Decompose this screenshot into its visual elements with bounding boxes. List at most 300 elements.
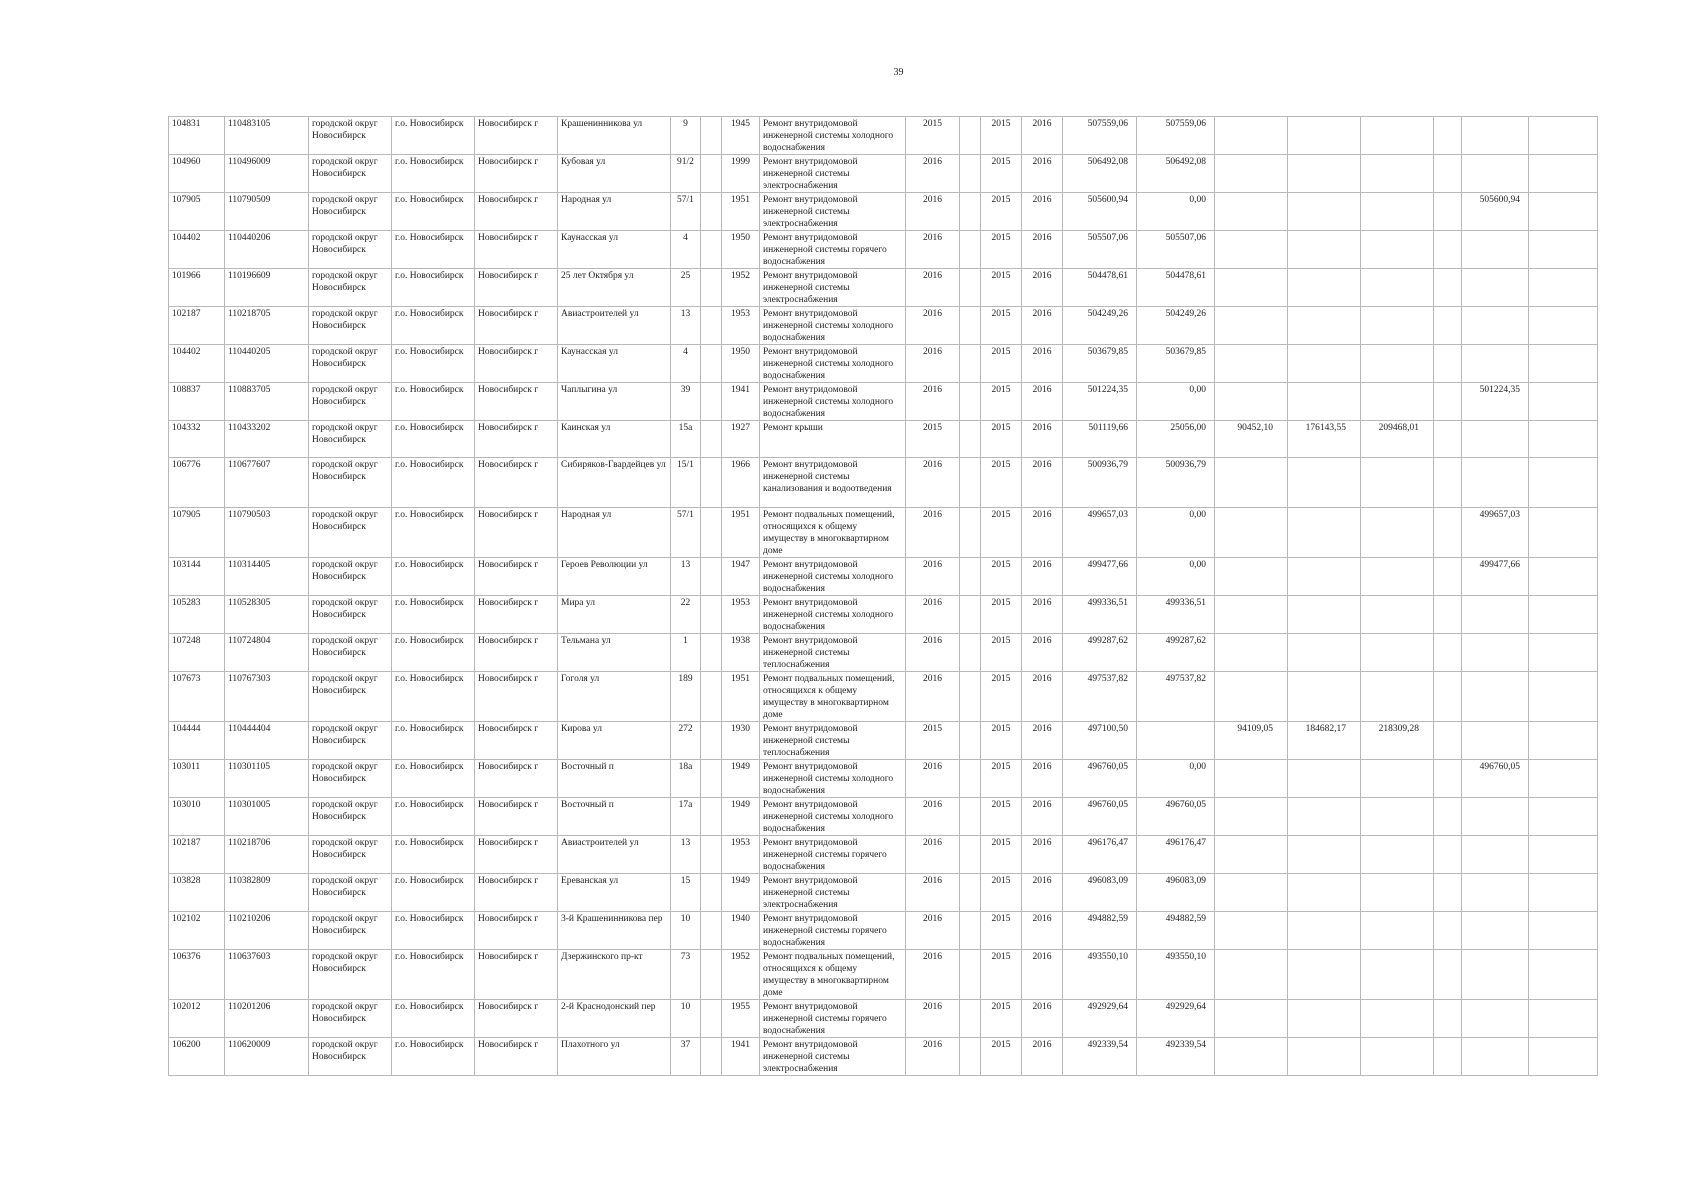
cell-municipal-district: городской округ Новосибирск	[309, 596, 392, 634]
cell-house-number: 37	[671, 1038, 701, 1076]
cell-id: 106376	[169, 950, 225, 1000]
cell-empty-a	[701, 558, 722, 596]
cell-work-type: Ремонт внутридомовой инженерной системы горячего водоснабжения	[760, 836, 906, 874]
cell-municipality: г.о. Новосибирск	[392, 1038, 475, 1076]
cell-locality: Новосибирск г	[475, 558, 558, 596]
cell-street: Крашенинникова ул	[558, 117, 671, 155]
cell-street: Народная ул	[558, 193, 671, 231]
cell-build-year: 1950	[722, 345, 760, 383]
cell-code: 110201206	[225, 1000, 309, 1038]
cell-locality: Новосибирск г	[475, 634, 558, 672]
cell-empty-d	[1529, 231, 1598, 269]
cell-work-type: Ремонт внутридомовой инженерной системы электроснабжения	[760, 269, 906, 307]
cell-municipal-district: городской округ Новосибирск	[309, 558, 392, 596]
cell-cost-budget-3	[1361, 231, 1434, 269]
cell-house-number: 9	[671, 117, 701, 155]
cell-street: Кубовая ул	[558, 155, 671, 193]
cell-empty-c	[1434, 596, 1462, 634]
cell-work-type: Ремонт внутридомовой инженерной системы холодного водоснабжения	[760, 760, 906, 798]
cell-house-number: 10	[671, 1000, 701, 1038]
page-number: 39	[893, 67, 904, 78]
cell-cost-budget-2	[1288, 458, 1361, 508]
cell-code: 110314405	[225, 558, 309, 596]
cell-cost-fund: 493550,10	[1137, 950, 1215, 1000]
cell-cost-owners	[1462, 421, 1529, 458]
cell-house-number: 272	[671, 722, 701, 760]
cell-cost-fund: 0,00	[1137, 760, 1215, 798]
cell-empty-c	[1434, 798, 1462, 836]
cell-plan-year: 2016	[906, 672, 960, 722]
cell-empty-c	[1434, 950, 1462, 1000]
cell-work-type: Ремонт внутридомовой инженерной системы холодного водоснабжения	[760, 798, 906, 836]
cell-empty-c	[1434, 117, 1462, 155]
cell-total-cost: 492929,64	[1063, 1000, 1137, 1038]
cell-build-year: 1938	[722, 634, 760, 672]
cell-build-year: 1999	[722, 155, 760, 193]
cell-empty-a	[701, 672, 722, 722]
cell-municipality: г.о. Новосибирск	[392, 596, 475, 634]
cell-cost-fund	[1137, 722, 1215, 760]
cell-municipality: г.о. Новосибирск	[392, 912, 475, 950]
cell-build-year: 1952	[722, 950, 760, 1000]
cell-build-year: 1951	[722, 193, 760, 231]
cell-cost-budget-3	[1361, 345, 1434, 383]
cell-work-type: Ремонт внутридомовой инженерной системы электроснабжения	[760, 1038, 906, 1076]
cell-total-cost: 499336,51	[1063, 596, 1137, 634]
cell-locality: Новосибирск г	[475, 421, 558, 458]
cell-cost-budget-1	[1215, 874, 1288, 912]
cell-street: Восточный п	[558, 760, 671, 798]
cell-empty-d	[1529, 345, 1598, 383]
cell-cost-owners	[1462, 912, 1529, 950]
cell-start-year: 2015	[981, 383, 1022, 421]
cell-empty-b	[960, 634, 981, 672]
cell-work-type: Ремонт внутридомовой инженерной системы канализования и водоотведения	[760, 458, 906, 508]
cell-build-year: 1941	[722, 383, 760, 421]
cell-empty-d	[1529, 912, 1598, 950]
cell-municipal-district: городской округ Новосибирск	[309, 383, 392, 421]
cell-start-year: 2015	[981, 798, 1022, 836]
cell-municipal-district: городской округ Новосибирск	[309, 634, 392, 672]
cell-plan-year: 2015	[906, 722, 960, 760]
cell-cost-budget-1	[1215, 634, 1288, 672]
cell-cost-budget-3	[1361, 193, 1434, 231]
repair-program-table	[168, 116, 1598, 1076]
cell-plan-year: 2016	[906, 558, 960, 596]
cell-work-type: Ремонт подвальных помещений, относящихся к общему имуществу в многоквартирном доме	[760, 508, 906, 558]
cell-empty-c	[1434, 458, 1462, 508]
cell-cost-fund: 499287,62	[1137, 634, 1215, 672]
cell-cost-fund: 494882,59	[1137, 912, 1215, 950]
cell-cost-owners: 496760,05	[1462, 760, 1529, 798]
cell-plan-year: 2015	[906, 117, 960, 155]
cell-cost-budget-3: 209468,01	[1361, 421, 1434, 458]
cell-empty-a	[701, 421, 722, 458]
cell-locality: Новосибирск г	[475, 345, 558, 383]
cell-empty-b	[960, 950, 981, 1000]
cell-empty-a	[701, 634, 722, 672]
table-row	[169, 836, 1598, 874]
cell-cost-budget-2	[1288, 1000, 1361, 1038]
cell-empty-c	[1434, 231, 1462, 269]
cell-cost-budget-2	[1288, 874, 1361, 912]
cell-work-type: Ремонт внутридомовой инженерной системы холодного водоснабжения	[760, 117, 906, 155]
cell-house-number: 13	[671, 558, 701, 596]
cell-cost-budget-2	[1288, 193, 1361, 231]
cell-start-year: 2015	[981, 836, 1022, 874]
cell-plan-year: 2016	[906, 269, 960, 307]
cell-empty-a	[701, 345, 722, 383]
cell-cost-owners	[1462, 722, 1529, 760]
cell-cost-owners	[1462, 798, 1529, 836]
cell-empty-d	[1529, 558, 1598, 596]
cell-cost-budget-1: 94109,05	[1215, 722, 1288, 760]
cell-start-year: 2015	[981, 269, 1022, 307]
cell-cost-budget-2	[1288, 634, 1361, 672]
cell-cost-budget-2: 184682,17	[1288, 722, 1361, 760]
cell-total-cost: 494882,59	[1063, 912, 1137, 950]
cell-house-number: 57/1	[671, 193, 701, 231]
cell-municipality: г.о. Новосибирск	[392, 836, 475, 874]
table-row	[169, 558, 1598, 596]
cell-empty-c	[1434, 421, 1462, 458]
cell-empty-b	[960, 307, 981, 345]
cell-cost-budget-1	[1215, 269, 1288, 307]
cell-id: 104444	[169, 722, 225, 760]
cell-street: Народная ул	[558, 508, 671, 558]
cell-code: 110724804	[225, 634, 309, 672]
cell-street: Авиастроителей ул	[558, 836, 671, 874]
cell-municipality: г.о. Новосибирск	[392, 155, 475, 193]
cell-cost-owners	[1462, 458, 1529, 508]
cell-id: 105283	[169, 596, 225, 634]
cell-locality: Новосибирск г	[475, 760, 558, 798]
cell-total-cost: 496760,05	[1063, 760, 1137, 798]
cell-start-year: 2015	[981, 1000, 1022, 1038]
cell-total-cost: 499477,66	[1063, 558, 1137, 596]
cell-cost-budget-3	[1361, 383, 1434, 421]
cell-code: 110196609	[225, 269, 309, 307]
cell-build-year: 1949	[722, 760, 760, 798]
cell-cost-fund: 496083,09	[1137, 874, 1215, 912]
cell-code: 110637603	[225, 950, 309, 1000]
cell-municipality: г.о. Новосибирск	[392, 760, 475, 798]
cell-empty-a	[701, 874, 722, 912]
cell-plan-year: 2016	[906, 596, 960, 634]
cell-empty-b	[960, 596, 981, 634]
cell-empty-a	[701, 508, 722, 558]
cell-total-cost: 504249,26	[1063, 307, 1137, 345]
cell-end-year: 2016	[1022, 836, 1063, 874]
cell-municipal-district: городской округ Новосибирск	[309, 798, 392, 836]
cell-house-number: 57/1	[671, 508, 701, 558]
cell-plan-year: 2015	[906, 421, 960, 458]
cell-empty-d	[1529, 508, 1598, 558]
cell-start-year: 2015	[981, 596, 1022, 634]
cell-cost-fund: 496176,47	[1137, 836, 1215, 874]
cell-cost-owners	[1462, 117, 1529, 155]
cell-locality: Новосибирск г	[475, 798, 558, 836]
cell-empty-b	[960, 269, 981, 307]
cell-cost-budget-2	[1288, 508, 1361, 558]
cell-plan-year: 2016	[906, 798, 960, 836]
cell-empty-d	[1529, 421, 1598, 458]
cell-empty-b	[960, 345, 981, 383]
cell-work-type: Ремонт внутридомовой инженерной системы электроснабжения	[760, 193, 906, 231]
cell-locality: Новосибирск г	[475, 912, 558, 950]
cell-id: 106200	[169, 1038, 225, 1076]
table-body	[169, 117, 1598, 1076]
cell-municipality: г.о. Новосибирск	[392, 558, 475, 596]
cell-municipality: г.о. Новосибирск	[392, 950, 475, 1000]
cell-street: Авиастроителей ул	[558, 307, 671, 345]
cell-end-year: 2016	[1022, 722, 1063, 760]
cell-work-type: Ремонт внутридомовой инженерной системы теплоснабжения	[760, 722, 906, 760]
cell-total-cost: 496760,05	[1063, 798, 1137, 836]
table-row	[169, 155, 1598, 193]
cell-cost-owners	[1462, 307, 1529, 345]
cell-code: 110496009	[225, 155, 309, 193]
cell-locality: Новосибирск г	[475, 874, 558, 912]
cell-end-year: 2016	[1022, 269, 1063, 307]
cell-end-year: 2016	[1022, 798, 1063, 836]
cell-cost-budget-2	[1288, 798, 1361, 836]
cell-empty-b	[960, 508, 981, 558]
cell-cost-fund: 492339,54	[1137, 1038, 1215, 1076]
cell-municipality: г.о. Новосибирск	[392, 117, 475, 155]
cell-cost-budget-1	[1215, 193, 1288, 231]
cell-empty-c	[1434, 269, 1462, 307]
cell-municipality: г.о. Новосибирск	[392, 421, 475, 458]
cell-cost-budget-2	[1288, 117, 1361, 155]
cell-empty-a	[701, 1000, 722, 1038]
cell-municipal-district: городской округ Новосибирск	[309, 836, 392, 874]
cell-cost-budget-1	[1215, 798, 1288, 836]
cell-cost-budget-3	[1361, 558, 1434, 596]
cell-municipal-district: городской округ Новосибирск	[309, 874, 392, 912]
table-row	[169, 950, 1598, 1000]
cell-work-type: Ремонт внутридомовой инженерной системы теплоснабжения	[760, 634, 906, 672]
cell-id: 106776	[169, 458, 225, 508]
table-row	[169, 912, 1598, 950]
cell-empty-b	[960, 117, 981, 155]
cell-cost-budget-3	[1361, 1000, 1434, 1038]
cell-total-cost: 497537,82	[1063, 672, 1137, 722]
cell-empty-d	[1529, 596, 1598, 634]
cell-cost-owners	[1462, 1038, 1529, 1076]
cell-code: 110210206	[225, 912, 309, 950]
table-row	[169, 672, 1598, 722]
cell-empty-c	[1434, 1000, 1462, 1038]
cell-start-year: 2015	[981, 634, 1022, 672]
cell-house-number: 22	[671, 596, 701, 634]
cell-empty-d	[1529, 836, 1598, 874]
cell-empty-c	[1434, 634, 1462, 672]
cell-street: Восточный п	[558, 798, 671, 836]
cell-empty-d	[1529, 383, 1598, 421]
cell-end-year: 2016	[1022, 760, 1063, 798]
cell-end-year: 2016	[1022, 421, 1063, 458]
cell-total-cost: 505600,94	[1063, 193, 1137, 231]
cell-locality: Новосибирск г	[475, 596, 558, 634]
cell-cost-budget-3	[1361, 1038, 1434, 1076]
cell-empty-a	[701, 836, 722, 874]
cell-end-year: 2016	[1022, 231, 1063, 269]
cell-street: Ереванская ул	[558, 874, 671, 912]
cell-cost-budget-3	[1361, 155, 1434, 193]
cell-municipality: г.о. Новосибирск	[392, 307, 475, 345]
cell-cost-budget-2	[1288, 596, 1361, 634]
cell-street: 3-й Крашенинникова пер	[558, 912, 671, 950]
cell-build-year: 1951	[722, 508, 760, 558]
cell-cost-budget-1	[1215, 383, 1288, 421]
cell-plan-year: 2016	[906, 836, 960, 874]
cell-total-cost: 499287,62	[1063, 634, 1137, 672]
cell-empty-d	[1529, 307, 1598, 345]
cell-empty-b	[960, 193, 981, 231]
cell-street: Героев Революции ул	[558, 558, 671, 596]
cell-total-cost: 501119,66	[1063, 421, 1137, 458]
table-row	[169, 117, 1598, 155]
cell-total-cost: 500936,79	[1063, 458, 1137, 508]
cell-cost-budget-2	[1288, 345, 1361, 383]
table-row	[169, 193, 1598, 231]
cell-build-year: 1953	[722, 836, 760, 874]
cell-cost-budget-1	[1215, 912, 1288, 950]
cell-empty-a	[701, 950, 722, 1000]
cell-municipality: г.о. Новосибирск	[392, 874, 475, 912]
cell-build-year: 1949	[722, 874, 760, 912]
cell-start-year: 2015	[981, 950, 1022, 1000]
cell-street: Сибиряков-Гвардейцев ул	[558, 458, 671, 508]
cell-municipality: г.о. Новосибирск	[392, 672, 475, 722]
cell-start-year: 2015	[981, 117, 1022, 155]
cell-cost-budget-1	[1215, 345, 1288, 383]
cell-municipal-district: городской округ Новосибирск	[309, 1038, 392, 1076]
cell-locality: Новосибирск г	[475, 383, 558, 421]
cell-total-cost: 496083,09	[1063, 874, 1137, 912]
cell-work-type: Ремонт внутридомовой инженерной системы горячего водоснабжения	[760, 231, 906, 269]
cell-end-year: 2016	[1022, 383, 1063, 421]
table-row	[169, 722, 1598, 760]
cell-code: 110440205	[225, 345, 309, 383]
cell-code: 110620009	[225, 1038, 309, 1076]
cell-cost-budget-1	[1215, 1038, 1288, 1076]
cell-plan-year: 2016	[906, 634, 960, 672]
cell-id: 104402	[169, 345, 225, 383]
cell-cost-owners	[1462, 634, 1529, 672]
cell-cost-budget-3	[1361, 798, 1434, 836]
cell-plan-year: 2016	[906, 307, 960, 345]
cell-work-type: Ремонт внутридомовой инженерной системы холодного водоснабжения	[760, 307, 906, 345]
cell-code: 110528305	[225, 596, 309, 634]
cell-build-year: 1940	[722, 912, 760, 950]
cell-locality: Новосибирск г	[475, 722, 558, 760]
cell-empty-a	[701, 912, 722, 950]
cell-house-number: 91/2	[671, 155, 701, 193]
cell-code: 110382809	[225, 874, 309, 912]
cell-plan-year: 2016	[906, 950, 960, 1000]
cell-start-year: 2015	[981, 155, 1022, 193]
cell-empty-c	[1434, 874, 1462, 912]
cell-empty-c	[1434, 760, 1462, 798]
cell-street: Каунасская ул	[558, 345, 671, 383]
cell-cost-budget-3	[1361, 760, 1434, 798]
cell-locality: Новосибирск г	[475, 1038, 558, 1076]
cell-start-year: 2015	[981, 307, 1022, 345]
cell-cost-budget-3: 218309,28	[1361, 722, 1434, 760]
cell-locality: Новосибирск г	[475, 836, 558, 874]
cell-id: 102102	[169, 912, 225, 950]
table-row	[169, 1000, 1598, 1038]
cell-cost-fund: 492929,64	[1137, 1000, 1215, 1038]
cell-cost-fund: 499336,51	[1137, 596, 1215, 634]
cell-house-number: 189	[671, 672, 701, 722]
cell-id: 101966	[169, 269, 225, 307]
cell-empty-b	[960, 155, 981, 193]
cell-empty-b	[960, 383, 981, 421]
cell-total-cost: 492339,54	[1063, 1038, 1137, 1076]
cell-plan-year: 2016	[906, 874, 960, 912]
cell-cost-fund: 506492,08	[1137, 155, 1215, 193]
cell-empty-a	[701, 1038, 722, 1076]
cell-house-number: 15/1	[671, 458, 701, 508]
cell-house-number: 4	[671, 231, 701, 269]
cell-cost-fund: 497537,82	[1137, 672, 1215, 722]
cell-code: 110440206	[225, 231, 309, 269]
cell-end-year: 2016	[1022, 950, 1063, 1000]
cell-locality: Новосибирск г	[475, 117, 558, 155]
cell-code: 110301005	[225, 798, 309, 836]
cell-start-year: 2015	[981, 508, 1022, 558]
cell-municipal-district: городской округ Новосибирск	[309, 508, 392, 558]
cell-empty-b	[960, 722, 981, 760]
cell-cost-owners: 505600,94	[1462, 193, 1529, 231]
cell-id: 104402	[169, 231, 225, 269]
cell-plan-year: 2016	[906, 1000, 960, 1038]
cell-street: 2-й Краснодонский пер	[558, 1000, 671, 1038]
cell-id: 104960	[169, 155, 225, 193]
cell-municipal-district: городской округ Новосибирск	[309, 912, 392, 950]
cell-cost-owners	[1462, 345, 1529, 383]
cell-code: 110301105	[225, 760, 309, 798]
cell-cost-owners	[1462, 950, 1529, 1000]
cell-cost-budget-2	[1288, 383, 1361, 421]
cell-house-number: 17а	[671, 798, 701, 836]
cell-total-cost: 505507,06	[1063, 231, 1137, 269]
cell-house-number: 4	[671, 345, 701, 383]
cell-id: 103011	[169, 760, 225, 798]
cell-plan-year: 2016	[906, 760, 960, 798]
cell-empty-c	[1434, 912, 1462, 950]
cell-cost-budget-3	[1361, 596, 1434, 634]
cell-cost-budget-1	[1215, 458, 1288, 508]
cell-start-year: 2015	[981, 1038, 1022, 1076]
cell-locality: Новосибирск г	[475, 672, 558, 722]
cell-empty-d	[1529, 1038, 1598, 1076]
cell-cost-budget-2	[1288, 950, 1361, 1000]
cell-code: 110677607	[225, 458, 309, 508]
cell-house-number: 10	[671, 912, 701, 950]
cell-work-type: Ремонт внутридомовой инженерной системы холодного водоснабжения	[760, 596, 906, 634]
cell-end-year: 2016	[1022, 558, 1063, 596]
cell-cost-budget-3	[1361, 950, 1434, 1000]
table-row	[169, 634, 1598, 672]
cell-municipality: г.о. Новосибирск	[392, 798, 475, 836]
cell-locality: Новосибирск г	[475, 1000, 558, 1038]
cell-street: Чаплыгина ул	[558, 383, 671, 421]
cell-municipal-district: городской округ Новосибирск	[309, 1000, 392, 1038]
